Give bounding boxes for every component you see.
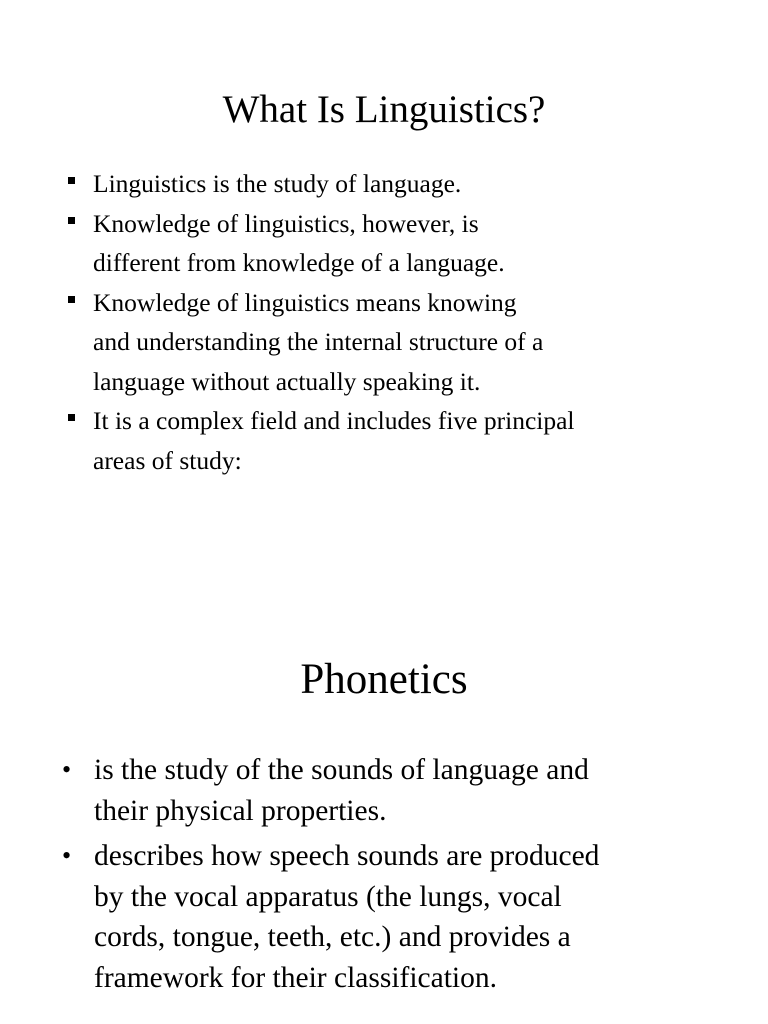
bullet-text-line: their physical properties.: [94, 794, 387, 827]
bullet-text-line: areas of study:: [93, 445, 242, 475]
slide-title: What Is Linguistics?: [222, 88, 546, 131]
bullet-text-line: different from knowledge of a language.: [93, 248, 505, 277]
round-bullet-icon: •: [62, 755, 72, 784]
slide-phonetics: [0, 520, 768, 1024]
bullet-list: [0, 750, 599, 1003]
bullet-text-line: Knowledge of linguistics, however, is: [93, 208, 479, 238]
round-bullet-icon: •: [62, 841, 72, 870]
square-bullet-icon: [68, 217, 75, 224]
bullet-text-line: Knowledge of linguistics means knowing: [93, 287, 517, 317]
bullet-text-line: framework for their classification.: [94, 961, 498, 994]
square-bullet-icon: [68, 296, 75, 303]
bullet-text-line: cords, tongue, teeth, etc.) and provides a: [94, 921, 571, 953]
bullet-text-line: describes how speech sounds are produced: [94, 840, 600, 872]
bullet-text-line: Linguistics is the study of language.: [93, 169, 462, 198]
list-item: [0, 401, 575, 480]
square-bullet-icon: [68, 177, 75, 184]
square-bullet-icon: [68, 414, 75, 421]
bullet-text-line: is the study of the sounds of language and: [94, 754, 589, 786]
bullet-text-line: and understanding the internal structure of a: [93, 327, 544, 356]
list-item: [0, 750, 599, 831]
bullet-text-line: by the vocal apparatus (the lungs, vocal: [94, 880, 562, 913]
bullet-text-line: It is a complex field and includes five principal: [93, 406, 575, 435]
list-item: [0, 164, 575, 204]
bullet-list: [0, 164, 575, 480]
list-item: [0, 283, 575, 402]
list-item: [0, 204, 575, 283]
list-item: [0, 836, 599, 998]
bullet-text-line: language without actually speaking it.: [93, 366, 481, 396]
slide-title: Phonetics: [300, 656, 468, 703]
